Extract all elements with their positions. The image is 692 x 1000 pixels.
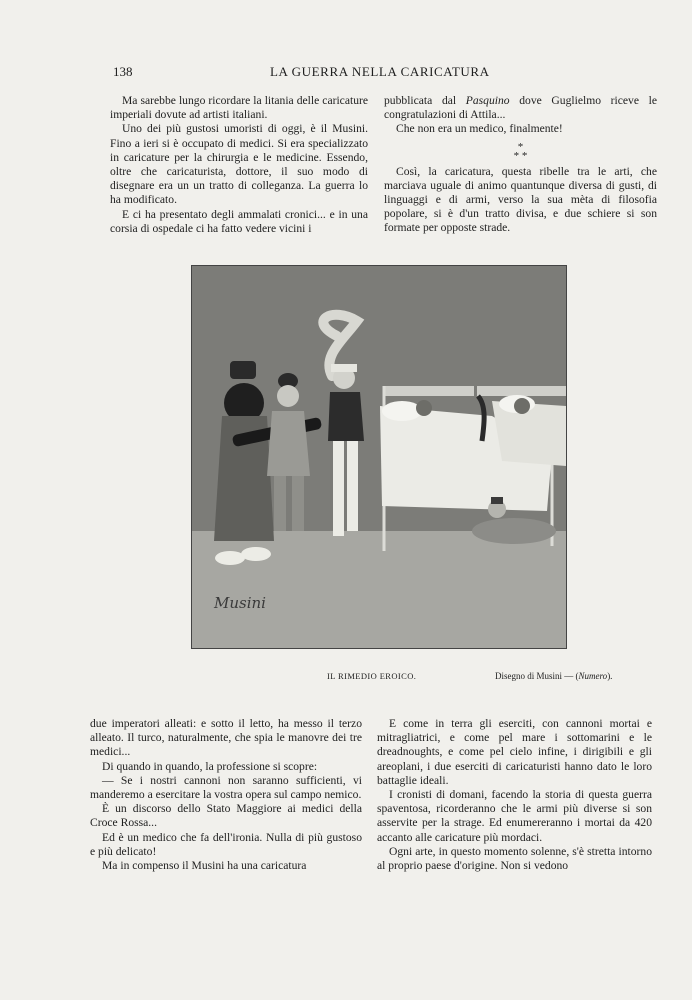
credit-suffix: ). bbox=[607, 671, 613, 681]
paragraph: Ma sarebbe lungo ricordare la litania delle caricature imperiali dovute ad artisti italiani. bbox=[110, 94, 368, 122]
paragraph bbox=[384, 94, 657, 122]
column-bottom-left bbox=[90, 717, 362, 873]
column-top-right bbox=[384, 94, 657, 236]
figure-caption-title: IL RIMEDIO EROICO. bbox=[327, 671, 417, 681]
column-bottom-right bbox=[377, 717, 652, 873]
italic-title: Pasquino bbox=[465, 94, 510, 107]
paragraph: Che non era un medico, finalmente! bbox=[396, 122, 563, 136]
figure-credit bbox=[495, 671, 612, 681]
paragraph: È un discorso dello Stato Maggiore ai medici della Croce Rossa... bbox=[90, 802, 362, 830]
paragraph: E ci ha presentato degli ammalati cronici... e in una corsia di ospedale ci ha fatto vedere vicini i bbox=[110, 207, 368, 235]
asterism-bottom: * * bbox=[513, 149, 528, 162]
paragraph: Ed è un medico che fa dell'ironia. Nulla di più gustoso e più delicato! bbox=[90, 830, 362, 858]
text-run: dove Guglielmo riceve le congratulazioni di Attila... bbox=[384, 94, 658, 122]
running-head: LA GUERRA NELLA CARICATURA bbox=[270, 64, 490, 79]
paragraph: Di quando in quando, la professione si scopre: bbox=[102, 759, 318, 773]
paragraph: Uno dei più gustosi umoristi di oggi, è il Musini. Fino a ieri si è occupato di medici. Si era specializzato in caricature per la chirurgia e le medicine. Essendo, oltre che caricaturista, dottore, il suo modo di disegnare era un un tratto di colleganza. La guerra lo ha modificato. bbox=[110, 122, 368, 207]
caricature-illustration bbox=[191, 265, 567, 649]
credit-source: Numero bbox=[578, 671, 608, 681]
paragraph: Ogni arte, in questo momento solenne, s'è stretta intorno al proprio paese d'origine. Non si vedono bbox=[377, 844, 652, 873]
artist-signature: Musini bbox=[214, 594, 266, 612]
text-run: pubblicata dal bbox=[384, 94, 466, 107]
asterism-top: * bbox=[517, 140, 524, 153]
paragraph: Ma in compenso il Musini ha una caricatura bbox=[102, 859, 307, 873]
credit-prefix: Disegno di Musini — ( bbox=[495, 671, 579, 681]
paragraph: I cronisti di domani, facendo la storia di questa guerra spaventosa, ricorderanno che le armi più diverse si son asservite per la strage. Ed enumereranno i mortai da 420 accanto alle caricature più mordaci. bbox=[377, 788, 652, 844]
asterism bbox=[384, 140, 657, 162]
hospital-ward-drawing bbox=[192, 266, 566, 648]
column-top-left bbox=[110, 94, 368, 236]
page-number: 138 bbox=[113, 64, 133, 79]
paragraph: due imperatori alleati: e sotto il letto, ha messo il terzo alleato. Il turco, naturalmente, che spia le manovre dei tre medici... bbox=[90, 717, 362, 759]
paragraph: — Se i nostri cannoni non saranno sufficienti, vi manderemo a esercitare la vostra opera sul campo nemico. bbox=[90, 773, 362, 802]
paragraph: E come in terra gli eserciti, con cannoni mortai e mitragliatrici, e come pel mare i sottomarini e le dreadnoughts, e come pel cielo infine, i dirigibili e gli areoplani, i due eserciti di caricaturisti hanno dato le loro battaglie ideali. bbox=[377, 717, 652, 787]
paragraph: Così, la caricatura, questa ribelle tra le arti, che marciava uguale di animo quantunque diversa di gusti, di linguaggi e di armi, verso la sua mèta di filosofia popolare, si è d'un tratto divisa, e due schiere si son formate per opposte strade. bbox=[384, 164, 657, 235]
